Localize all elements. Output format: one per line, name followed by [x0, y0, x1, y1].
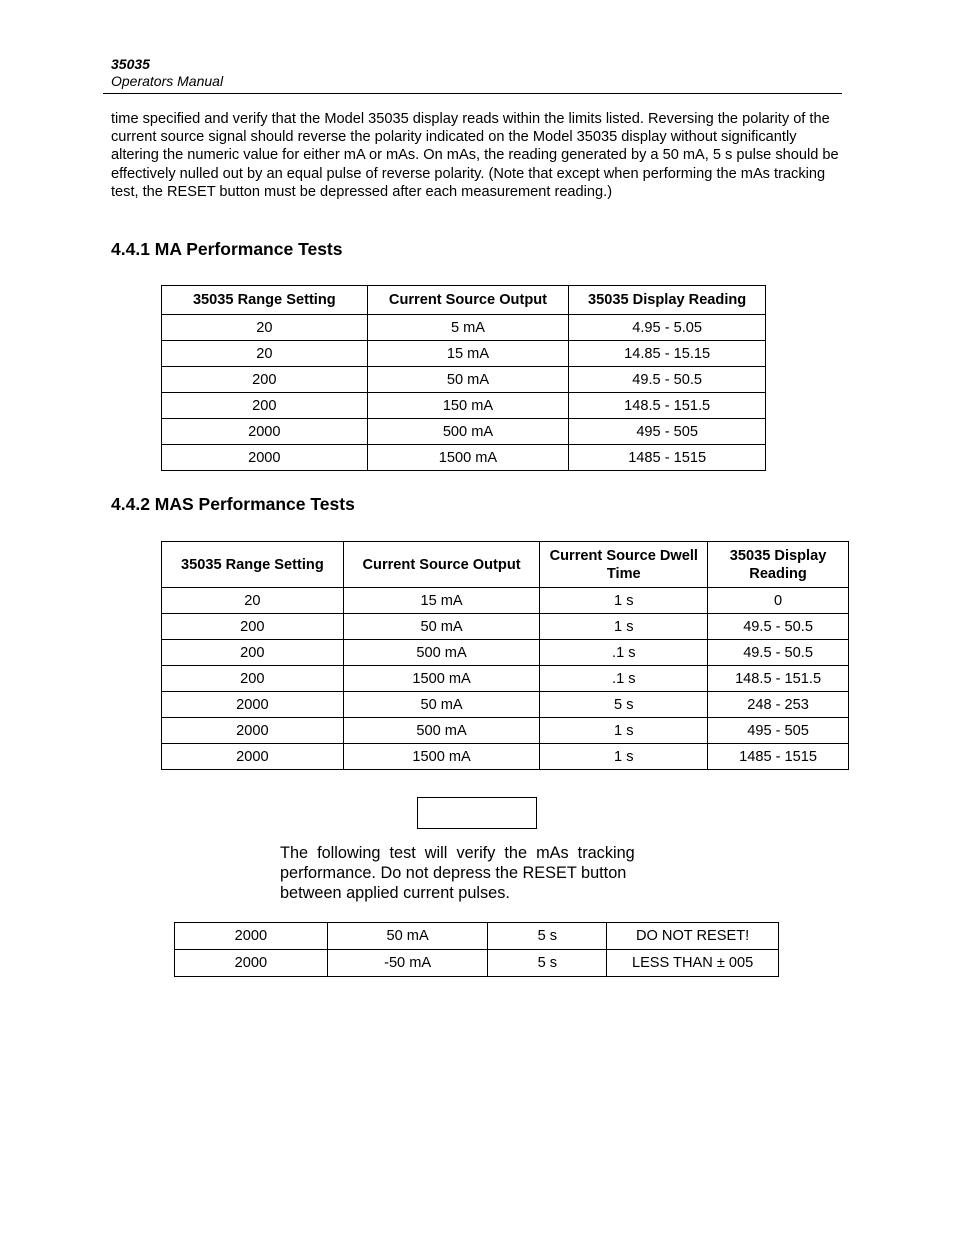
- table-header-row: [162, 542, 849, 588]
- table-cell: 2000: [162, 744, 344, 770]
- table-cell: 0: [708, 588, 849, 614]
- section-heading-ma: 4.4.1 MA Performance Tests: [111, 239, 343, 259]
- table-cell: 148.5 - 151.5: [569, 393, 766, 419]
- table-cell: 5 mA: [367, 315, 569, 341]
- section-heading-mas: 4.4.2 MAS Performance Tests: [111, 494, 355, 514]
- note-line: performance. Do not depress the RESET button: [280, 864, 627, 882]
- table-cell: 15 mA: [343, 588, 540, 614]
- table-cell: 200: [162, 640, 344, 666]
- table-cell: .1 s: [540, 666, 708, 692]
- table-row: [175, 923, 779, 950]
- document-subtitle: Operators Manual: [111, 73, 224, 89]
- table-cell: DO NOT RESET!: [607, 923, 779, 950]
- table-cell: 5 s: [488, 923, 607, 950]
- note-line: The following test will verify the mAs tracking: [280, 844, 635, 862]
- column-header: 35035 Range Setting: [162, 542, 344, 588]
- table-cell: 150 mA: [367, 393, 569, 419]
- table-row: [162, 744, 849, 770]
- table-row: [162, 341, 766, 367]
- table-cell: 20: [162, 315, 368, 341]
- table-cell: 500 mA: [343, 718, 540, 744]
- table-row: [162, 640, 849, 666]
- table-cell: 200: [162, 367, 368, 393]
- note-line: between applied current pulses.: [280, 884, 510, 902]
- table-cell: 14.85 - 15.15: [569, 341, 766, 367]
- page-header: [111, 56, 841, 90]
- table-cell: 148.5 - 151.5: [708, 666, 849, 692]
- table-cell: 15 mA: [367, 341, 569, 367]
- table-cell: 200: [162, 614, 344, 640]
- table-cell: 2000: [175, 923, 328, 950]
- table-cell: 200: [162, 666, 344, 692]
- table-row: [162, 666, 849, 692]
- column-header: 35035 Display Reading: [708, 542, 849, 588]
- table-cell: 5 s: [540, 692, 708, 718]
- table-cell: 1485 - 1515: [708, 744, 849, 770]
- table-cell: 2000: [175, 950, 328, 977]
- note-label-box: [417, 797, 537, 829]
- table-row: [162, 393, 766, 419]
- table-cell: 1 s: [540, 614, 708, 640]
- table-cell: LESS THAN ± 005: [607, 950, 779, 977]
- ma-performance-table: [161, 285, 766, 471]
- table-cell: 500 mA: [343, 640, 540, 666]
- table-row: [162, 419, 766, 445]
- table-cell: 495 - 505: [708, 718, 849, 744]
- table-cell: -50 mA: [327, 950, 488, 977]
- table-row: [162, 718, 849, 744]
- table-cell: 1500 mA: [367, 445, 569, 471]
- table-row: [162, 588, 849, 614]
- column-header: Current Source Output: [367, 286, 569, 315]
- intro-paragraph: time specified and verify that the Model 35035 display reads within the limits listed. Reversing the polarity of the current source signal should reverse the polarity indicated on the Model 35035 display without significantly altering the numeric value for either mA or mAs. On mAs, the reading generated by a 50 mA, 5 s pulse should be effectively nulled out by an equal pulse of reverse polarity. (Note that except when performing the mAs tracking test, the RESET button must be depressed after each measurement reading.): [111, 111, 839, 200]
- table-cell: 50 mA: [343, 614, 540, 640]
- table-row: [162, 445, 766, 471]
- table-cell: 248 - 253: [708, 692, 849, 718]
- table-cell: 2000: [162, 692, 344, 718]
- table-cell: 5 s: [488, 950, 607, 977]
- table-cell: 4.95 - 5.05: [569, 315, 766, 341]
- table-cell: 1 s: [540, 744, 708, 770]
- table-cell: 500 mA: [367, 419, 569, 445]
- column-header: 35035 Display Reading: [569, 286, 766, 315]
- table-cell: 2000: [162, 419, 368, 445]
- table-cell: 1500 mA: [343, 744, 540, 770]
- document-number: 35035: [111, 56, 150, 72]
- table-cell: 1485 - 1515: [569, 445, 766, 471]
- table-row: [162, 692, 849, 718]
- mas-tracking-table: [174, 922, 779, 977]
- table-cell: 20: [162, 588, 344, 614]
- table-cell: 20: [162, 341, 368, 367]
- table-cell: 49.5 - 50.5: [708, 614, 849, 640]
- table-row: [175, 950, 779, 977]
- table-cell: 50 mA: [367, 367, 569, 393]
- table-cell: 49.5 - 50.5: [708, 640, 849, 666]
- table-cell: 50 mA: [327, 923, 488, 950]
- column-header: 35035 Range Setting: [162, 286, 368, 315]
- table-cell: 49.5 - 50.5: [569, 367, 766, 393]
- table-cell: 1 s: [540, 718, 708, 744]
- table-header-row: [162, 286, 766, 315]
- table-cell: 2000: [162, 718, 344, 744]
- column-header: Current Source Output: [343, 542, 540, 588]
- mas-performance-table: [161, 541, 849, 770]
- table-row: [162, 367, 766, 393]
- column-header: Current Source Dwell Time: [540, 542, 708, 588]
- table-cell: .1 s: [540, 640, 708, 666]
- table-cell: 1 s: [540, 588, 708, 614]
- table-cell: 200: [162, 393, 368, 419]
- table-row: [162, 614, 849, 640]
- table-cell: 2000: [162, 445, 368, 471]
- table-cell: 1500 mA: [343, 666, 540, 692]
- tracking-note: [280, 843, 673, 903]
- table-cell: 50 mA: [343, 692, 540, 718]
- table-row: [162, 315, 766, 341]
- header-divider: [103, 93, 842, 94]
- table-cell: 495 - 505: [569, 419, 766, 445]
